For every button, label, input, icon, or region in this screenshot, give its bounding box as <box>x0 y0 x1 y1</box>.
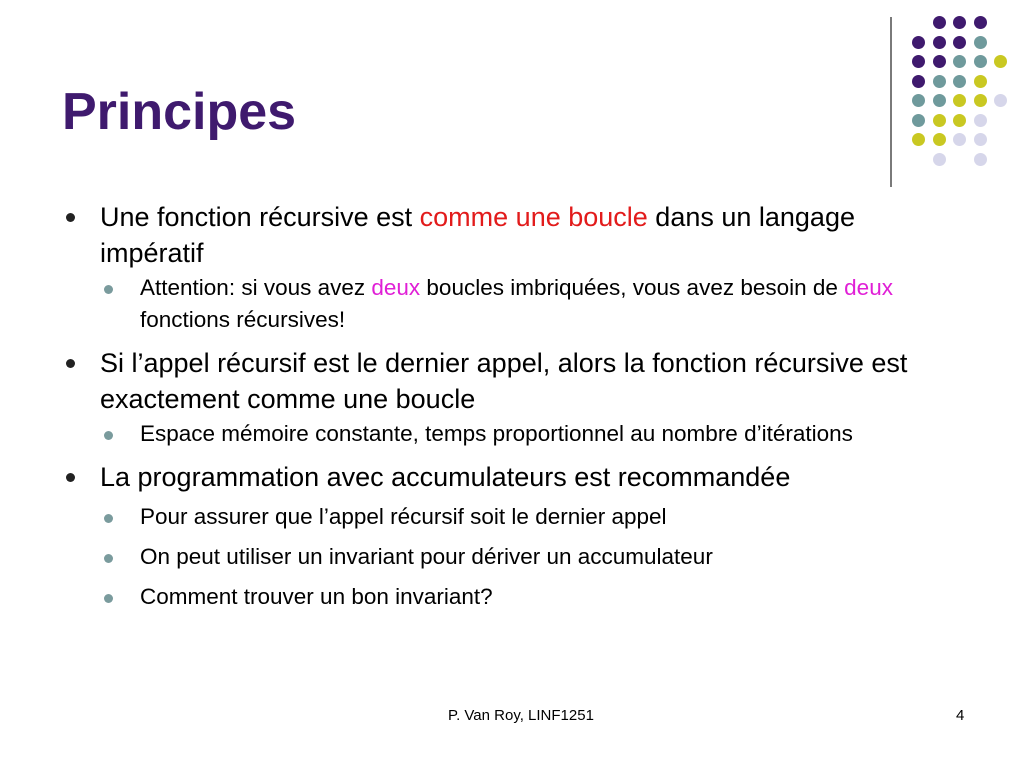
bullet-2 <box>62 345 922 417</box>
decorative-dot <box>994 55 1007 68</box>
sub-bullet-1-1-text: Attention: si vous avez <box>140 275 372 300</box>
decorative-dot <box>953 16 966 29</box>
bullet-1-text-end: dans un langage impératif <box>100 202 855 268</box>
decorative-dot <box>974 133 987 146</box>
decorative-dot <box>933 75 946 88</box>
decorative-dot <box>912 133 925 146</box>
decorative-dot <box>933 153 946 166</box>
decorative-dot <box>912 94 925 107</box>
decorative-dot <box>933 114 946 127</box>
sub-bullet-dot-icon <box>104 431 113 440</box>
sub-bullet-1-1-highlight-b: deux <box>844 275 893 300</box>
decorative-dot <box>912 36 925 49</box>
bullet-3 <box>62 459 922 495</box>
decorative-dot <box>933 36 946 49</box>
bullet-dot-icon <box>66 213 75 222</box>
slide-title: Principes <box>62 83 297 141</box>
decorative-dot <box>974 16 987 29</box>
decorative-dot <box>953 55 966 68</box>
decorative-dot <box>953 75 966 88</box>
decorative-dot-grid <box>0 0 1024 200</box>
sub-bullet-dot-icon <box>104 594 113 603</box>
decorative-dot <box>933 16 946 29</box>
sub-bullet-3-1 <box>62 501 922 533</box>
decorative-dot <box>974 36 987 49</box>
sub-bullet-1-1-highlight-a: deux <box>371 275 421 300</box>
sub-bullet-3-2 <box>62 541 922 573</box>
sub-bullet-3-3 <box>62 581 922 613</box>
decorative-dot <box>994 94 1007 107</box>
sub-bullet-1-1-text-mid: boucles imbriquées, vous avez besoin de <box>420 275 845 300</box>
page-number: 4 <box>956 707 965 724</box>
bullet-dot-icon <box>66 473 75 482</box>
decorative-dot <box>933 94 946 107</box>
decorative-dot <box>912 75 925 88</box>
sub-bullet-dot-icon <box>104 285 113 294</box>
sub-bullet-1-1 <box>62 272 922 336</box>
bullet-1-text: Une fonction récursive est <box>100 202 420 232</box>
bullet-3-text: La programmation avec accumulateurs est recommandée <box>100 462 791 492</box>
bullet-dot-icon <box>66 359 75 368</box>
decorative-dot <box>974 55 987 68</box>
bullet-2-text: Si l’appel récursif est le dernier appel, alors la fonction récursive est exactement comme une boucle <box>100 348 908 414</box>
decorative-dot <box>953 114 966 127</box>
decorative-dot <box>974 75 987 88</box>
sub-bullet-dot-icon <box>104 514 113 523</box>
decorative-dot <box>953 133 966 146</box>
slide-body <box>62 195 922 613</box>
decorative-dot <box>974 94 987 107</box>
decorative-dot <box>974 114 987 127</box>
bullet-1 <box>62 199 922 271</box>
decorative-dot <box>912 55 925 68</box>
decorative-dot <box>912 114 925 127</box>
decorative-dot <box>933 133 946 146</box>
sub-bullet-1-1-text-end: fonctions récursives! <box>140 307 346 332</box>
sub-bullet-dot-icon <box>104 554 113 563</box>
decorative-dot <box>953 36 966 49</box>
sub-bullet-3-1-text: Pour assurer que l’appel récursif soit le dernier appel <box>140 504 667 529</box>
bullet-1-highlight: comme une boucle <box>419 202 648 232</box>
decorative-dot <box>933 55 946 68</box>
footer-author: P. Van Roy, LINF1251 <box>448 707 594 724</box>
sub-bullet-2-1-text: Espace mémoire constante, temps proportionnel au nombre d’itérations <box>140 421 853 446</box>
decorative-dot <box>953 94 966 107</box>
sub-bullet-3-3-text: Comment trouver un bon invariant? <box>140 584 493 609</box>
sub-bullet-2-1 <box>62 418 922 450</box>
sub-bullet-3-2-text: On peut utiliser un invariant pour dériver un accumulateur <box>140 544 713 569</box>
decorative-dot <box>974 153 987 166</box>
